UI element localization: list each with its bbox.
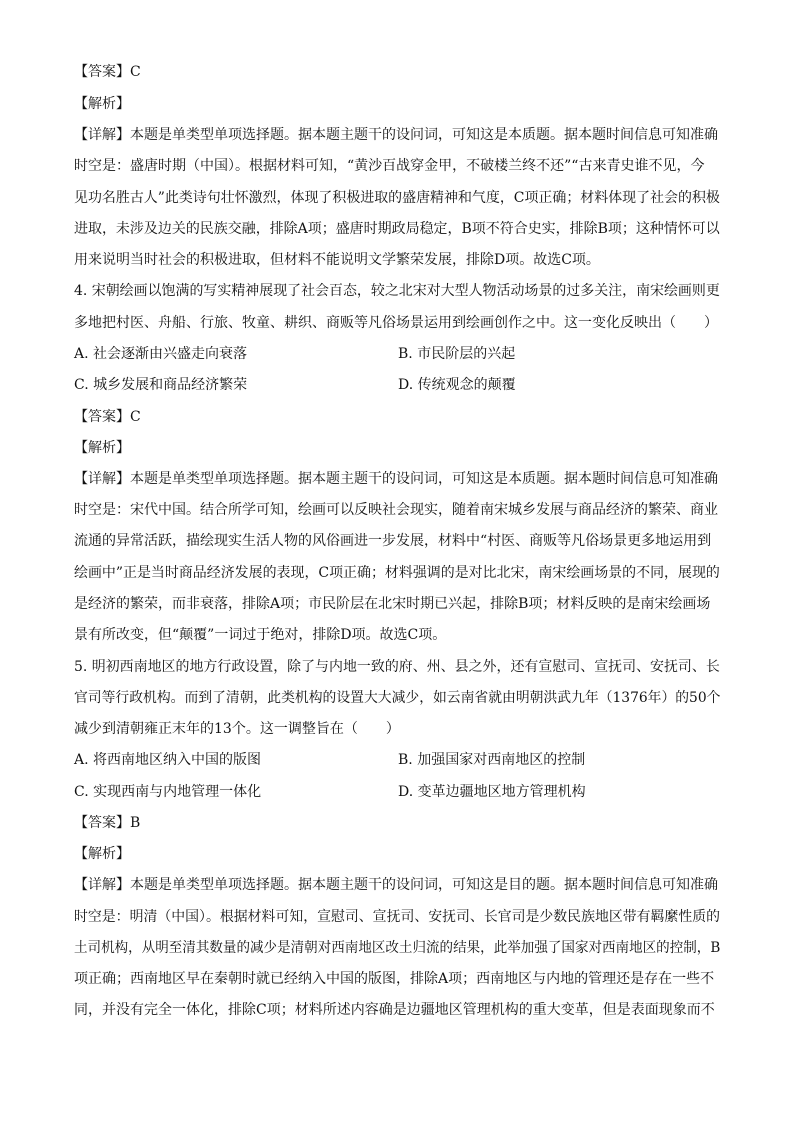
explanation-line: 【详解】本题是单类型单项选择题。据本题主题干的设问词，可知这是目的题。据本题时间信息可知准确 xyxy=(74,877,718,893)
analysis-label: 【解析】 xyxy=(74,440,130,456)
explanation-line: 项正确；西南地区早在秦朝时就已经纳入中国的版图，排除A项；西南地区与内地的管理还是存在一些不 xyxy=(74,971,715,987)
explanation-line: 是经济的繁荣，而非衰落，排除A项；市民阶层在北宋时期已兴起，排除B项；材料反映的是南宋绘画场 xyxy=(74,596,711,612)
question-line: 4. 宋朝绘画以饱满的写实精神展现了社会百态，较之北宋对大型人物活动场景的过多关注，南宋绘画则更 xyxy=(74,283,720,299)
option-b: B. 加强国家对西南地区的控制 xyxy=(398,752,586,768)
explanation-line: 流通的异常活跃，描绘现实生活人物的风俗画进一步发展，材料中“村医、商贩等凡俗场景更多地运用到 xyxy=(74,533,712,549)
explanation-line: 时空是：明清（中国）。根据材料可知，宣慰司、宣抚司、安抚司、长官司是少数民族地区带有羁縻性质的 xyxy=(74,909,720,925)
explanation-line: 土司机构，从明至清其数量的减少是清朝对西南地区改土归流的结果，此举加强了国家对西南地区的控制，B xyxy=(74,940,721,956)
explanation-line: 时空是：盛唐时期（中国）。根据材料可知，“黄沙百战穿金甲，不破楼兰终不还”“古来青史谁不见，今 xyxy=(74,158,705,174)
answer-line: 【答案】C xyxy=(74,409,141,425)
option-c: C. 实现西南与内地管理一体化 xyxy=(74,784,262,800)
option-a: A. 社会逐渐由兴盛走向衰落 xyxy=(74,346,248,362)
explanation-line: 【详解】本题是单类型单项选择题。据本题主题干的设问词，可知这是本质题。据本题时间信息可知准确 xyxy=(74,127,718,143)
option-d: D. 传统观念的颠覆 xyxy=(398,377,516,393)
option-c: C. 城乡发展和商品经济繁荣 xyxy=(74,377,248,393)
question-line: 5. 明初西南地区的地方行政设置，除了与内地一致的府、州、县之外，还有宣慰司、宣抚司、安抚司、长 xyxy=(74,659,720,675)
option-b: B. 市民阶层的兴起 xyxy=(398,346,516,362)
explanation-line: 见功名胜古人”此类诗句壮怀激烈，体现了积极进取的盛唐精神和气度，C项正确；材料体现了社会的积极 xyxy=(74,190,720,206)
explanation-line: 绘画中”正是当时商品经济发展的表现，C项正确；材料强调的是对比北宋，南宋绘画场景的不同，展现的 xyxy=(74,565,720,581)
answer-line: 【答案】B xyxy=(74,815,141,831)
explanation-line: 用来说明当时社会的积极进取，但材料不能说明文学繁荣发展，排除D项。故选C项。 xyxy=(74,252,600,268)
question-line: 减少到清朝雍正末年的13个。这一调整旨在（ ） xyxy=(74,721,400,737)
question-line: 官司等行政机构。而到了清朝，此类机构的设置大大减少，如云南省就由明朝洪武九年（1376年）的50个 xyxy=(74,690,721,706)
question-line: 多地把村医、舟船、行旅、牧童、耕织、商贩等凡俗场景运用到绘画创作之中。这一变化反映出（ ） xyxy=(74,315,718,331)
explanation-line: 进取，未涉及边关的民族交融，排除A项；盛唐时期政局稳定，B项不符合史实，排除B项；这种情怀可以 xyxy=(74,221,720,237)
explanation-line: 景有所改变，但“颠覆”一词过于绝对，排除D项。故选C项。 xyxy=(74,627,447,643)
explanation-line: 同，并没有完全一体化，排除C项；材料所述内容确是边疆地区管理机构的重大变革，但是表面现象而不 xyxy=(74,1002,715,1018)
option-d: D. 变革边疆地区地方管理机构 xyxy=(398,784,586,800)
explanation-line: 时空是：宋代中国。结合所学可知，绘画可以反映社会现实，随着南宋城乡发展与商品经济的繁荣、商业 xyxy=(74,502,718,518)
answer-line: 【答案】C xyxy=(74,64,141,80)
option-a: A. 将西南地区纳入中国的版图 xyxy=(74,752,262,768)
explanation-line: 【详解】本题是单类型单项选择题。据本题主题干的设问词，可知这是本质题。据本题时间信息可知准确 xyxy=(74,471,718,487)
analysis-label: 【解析】 xyxy=(74,846,130,862)
analysis-label: 【解析】 xyxy=(74,96,130,112)
